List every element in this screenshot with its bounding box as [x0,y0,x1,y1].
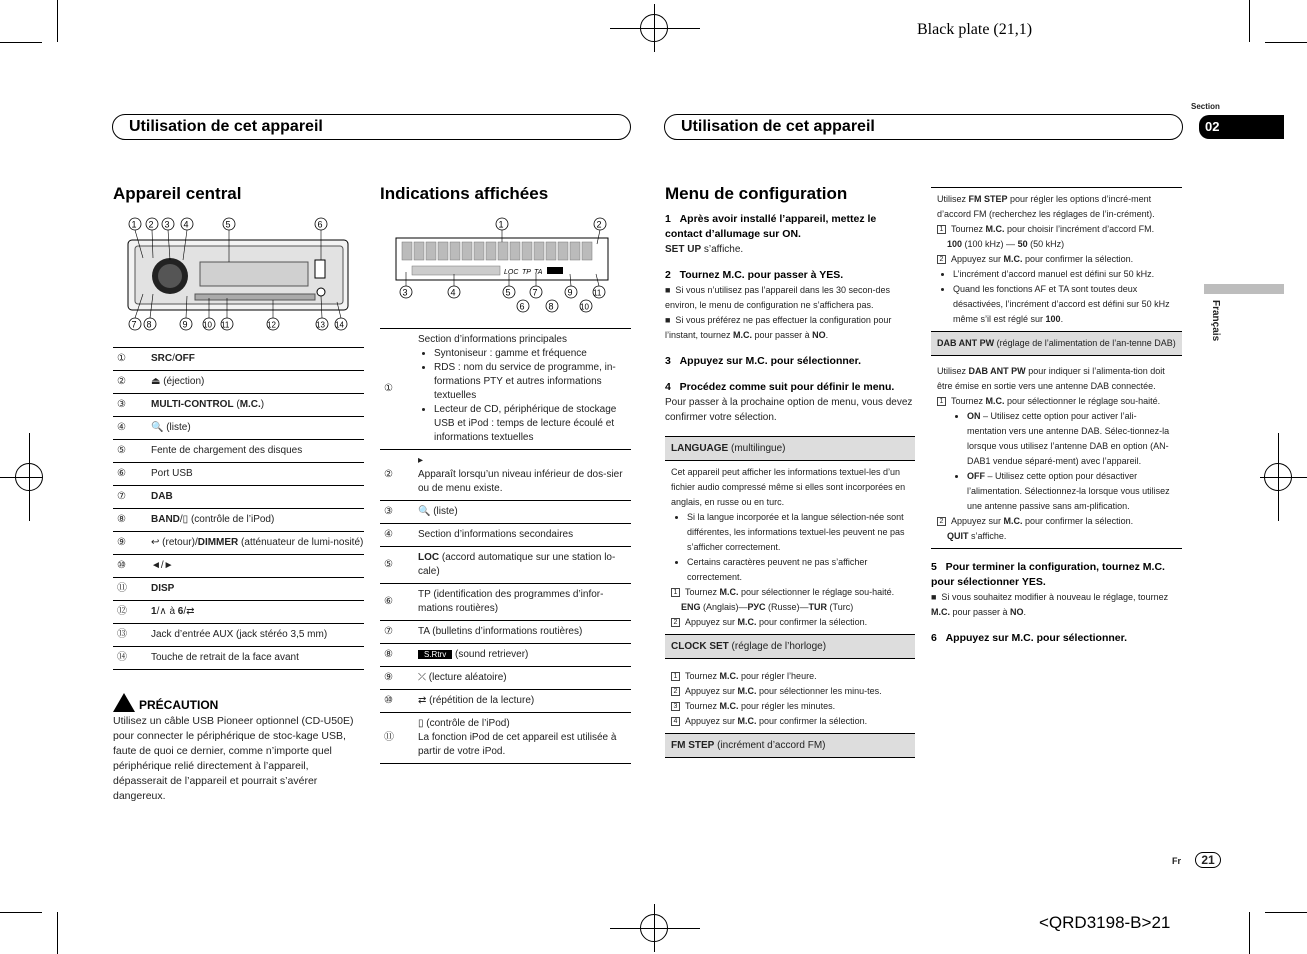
page-number: 21 [1195,852,1221,868]
svg-text:7: 7 [131,319,137,330]
item-number: ⑭ [113,647,151,670]
item-description: ▸ Apparaît lorsqu’un niveau inférieur de dos-sier ou de menu existe. [418,450,631,501]
item-description: ↩ (retour)/DIMMER (atténuateur de lumi-nosité) [151,532,364,555]
central-row [113,417,364,440]
crop-mark [0,912,42,913]
item-description: ▯ (contrôle de l’iPod) La fonction iPod de cet appareil est utilisée à partir de votre iPod. [418,713,631,764]
item-number: ① [380,329,418,450]
item-number: ② [113,371,151,394]
item-number: ⑪ [113,578,151,601]
item-description: S.Rtrv (sound retriever) [418,644,631,667]
menu-column-left: 1 Après avoir installé l’appareil, mettez le contact d’allumage sur ON. SET UP s’affiche. 2 Tournez M.C. pour passer à YES. ■ Si vous n’utilisez pas l’appareil dans les 30 secon-des environ, le menu de configuration ne s’affichera pas. ■ Si vous préférez ne pas effectuer la configuration pour l’instant, tournez M.C. pour passer à NO. 3 Appuyez sur M.C. pour sélectionner. 4 Procédez comme suit pour définir le menu. Pour passer à la prochaine option de menu, vous devez confirmer votre sélection. LANGUAGE (multilingue) Cet appareil peut afficher les informations textuel-les d’un fichier audio compressé même si elles sont incorporées en anglais, en russe ou en turc. • Si la langue incorporée et la langue sélection-née sont différentes, les informations textuel-les peuvent ne pas s’afficher correctement. • Certains caractères peuvent ne pas s’afficher correctement. 1 Tournez M.C. pour sélectionner le réglage sou-haité. ENG (Anglais)—РУС (Russe)—TUR (Turc) 2 Appuyez sur M.C. pour confirmer la sélection. CLOCK SET (réglage de l’horloge) 1 Tournez M.C. pour régler l’heure. 2 Appuyez sur M.C. pour sélectionner les minu-tes. 3 Tournez M.C. pour régler les minutes. 4 Appuyez sur M.C. pour confirmer la sélection. FM STEP (incrément d’accord FM) [665,212,915,758]
indications-row [380,713,631,764]
central-row [113,509,364,532]
item-description: BAND/▯ (contrôle de l’iPod) [151,509,364,532]
svg-text:8: 8 [146,319,152,330]
item-description: DAB [151,486,364,509]
item-description: Section d’informations principales • Syntoniseur : gamme et fréquence • RDS : nom du service de programme, in-formations PTY et autres informations textuelles • Lecteur de CD, périphérique de stockage USB et iPod : temps de lecture écoulé et informations textuelles [418,329,631,450]
central-row [113,578,364,601]
crop-mark [610,928,700,929]
item-number: ⑤ [113,440,151,463]
central-row [113,463,364,486]
central-row [113,348,364,371]
item-number: ⑫ [113,601,151,624]
menu-title: Menu de configuration [665,184,848,203]
crop-mark [0,42,42,43]
item-description: ⏏ (éjection) [151,371,364,394]
item-description: MULTI-CONTROL (M.C.) [151,394,364,417]
svg-text:2: 2 [596,219,602,230]
item-description: Jack d’entrée AUX (jack stéréo 3,5 mm) [151,624,364,647]
document-code: <QRD3198-B>21 [1039,913,1171,932]
lcd-tp-label: TP [522,269,531,276]
item-description: TA (bulletins d’informations routières) [418,621,631,644]
svg-text:4: 4 [450,287,456,298]
item-number: ⑥ [113,463,151,486]
svg-text:8: 8 [548,301,554,312]
svg-text:4: 4 [183,219,189,230]
item-description: 1/∧ à 6/⇄ [151,601,364,624]
item-description: 🔍 (liste) [418,501,631,524]
svg-text:13: 13 [316,320,325,330]
crop-mark [1249,0,1250,42]
item-number: ② [380,450,418,501]
indications-row [380,690,631,713]
indications-row [380,547,631,584]
lcd-ta-label: TA [534,269,543,276]
central-row [113,555,364,578]
central-row [113,371,364,394]
item-description: SRC/OFF [151,348,364,371]
indications-row [380,450,631,501]
svg-text:2: 2 [148,219,154,230]
item-number: ⑤ [380,547,418,584]
item-description: Touche de retrait de la face avant [151,647,364,670]
indications-table [380,328,631,764]
central-row [113,647,364,670]
menu-column-right: Utilisez FM STEP pour régler les options d’incré-ment d’accord FM (recherchez les réglages de l’in-crément). 1 Tournez M.C. pour choisir l’incrément d’accord FM. 100 (100 kHz) — 50 (50 kHz) 2 Appuyez sur M.C. pour confirmer la sélection. • L’incrément d’accord manuel est défini sur 50 kHz. • Quand les fonctions AF et TA sont toutes deux désactivées, l’incrément d’accord est défini sur 50 kHz même s’il est réglé sur 100. DAB ANT PW (réglage de l’alimentation de l’an-tenne DAB) Utilisez DAB ANT PW pour indiquer si l’alimenta-tion doit être émise en sortie vers une antenne DAB connectée. 1 Tournez M.C. pour sélectionner le réglage sou-haité. • ON – Utilisez cette option pour activer l’ali-mentation vers une antenne DAB. Sélec-tionnez-la lorsque vous utilisez l’antenne DAB en option (AN-DAB1 vendue séparé-ment) avec l’appareil. • OFF – Utilisez cette option pour désactiver l’alimentation. Sélectionnez-la lorsque vous utilisez une antenne passive sans am-plification. 2 Appuyez sur M.C. pour confirmer la sélection. QUIT s’affiche. 5 Pour terminer la configuration, tournez M.C. pour sélectionner YES. ■ Si vous souhaitez modifier à nouveau le réglage, tournez M.C. pour passer à NO. 6 Appuyez sur M.C. pour sélectionner. [931,187,1182,646]
item-description: 🔍 (liste) [151,417,364,440]
head-unit-diagram [125,214,365,334]
crop-mark [1249,912,1250,954]
header-right: Utilisation de cet appareil [664,114,1183,140]
plate-label: Black plate (21,1) [917,21,1033,38]
central-row [113,532,364,555]
item-description: ◄/► [151,555,364,578]
lcd-loc-label: LOC [504,269,519,276]
item-number: ⑧ [113,509,151,532]
item-description: TP (identification des programmes d’infor-mations routières) [418,584,631,621]
item-number: ⑨ [113,532,151,555]
item-description: Section d’informations secondaires [418,524,631,547]
footer-lang: Fr [1172,856,1181,866]
indications-row [380,644,631,667]
item-number: ④ [113,417,151,440]
svg-text:11: 11 [221,320,230,330]
item-description: DISP [151,578,364,601]
item-number: ④ [380,524,418,547]
svg-text:9: 9 [567,287,573,298]
language-label: Français [1210,300,1221,342]
svg-text:1: 1 [498,219,504,230]
item-number: ⑧ [380,644,418,667]
crop-mark [610,28,700,29]
item-number: ⑬ [113,624,151,647]
item-description: Fente de chargement des disques [151,440,364,463]
central-row [113,394,364,417]
svg-text:6: 6 [317,219,323,230]
item-description: ⇄ (répétition de la lecture) [418,690,631,713]
item-number: ③ [113,394,151,417]
svg-text:10: 10 [203,320,212,330]
svg-text:14: 14 [335,320,344,330]
crop-mark [57,912,58,954]
indications-row [380,501,631,524]
svg-text:11: 11 [593,288,602,298]
indications-row [380,584,631,621]
section-number: 02 [1199,115,1284,139]
central-row [113,486,364,509]
item-number: ⑪ [380,713,418,764]
section-label: Section [1191,102,1220,111]
svg-text:5: 5 [505,287,511,298]
central-row [113,601,364,624]
warning-icon [113,693,135,712]
item-description: LOC (accord automatique sur une station lo-cale) [418,547,631,584]
item-description: ⤫ (lecture aléatoire) [418,667,631,690]
item-number: ⑩ [380,690,418,713]
caution-text: Utilisez un câble USB Pioneer optionnel (CD-U50E) pour connecter le périphérique de stoc-kage USB, faute de quoi ce dernier, comme n’importe quel périphérique relié directement à l’appareil, dépasserait de l’appareil et pourrait s’avérer dangereux. [113,715,354,802]
central-title: Appareil central [113,184,242,203]
language-tab [1204,284,1284,294]
indications-row [380,667,631,690]
crop-mark [0,477,42,478]
central-row [113,440,364,463]
item-number: ⑨ [380,667,418,690]
svg-text:9: 9 [182,319,188,330]
caution-block [113,693,363,804]
lcd-display-diagram [392,214,622,314]
item-number: ① [113,348,151,371]
caution-title: PRÉCAUTION [139,698,219,712]
header-left: Utilisation de cet appareil [112,114,631,140]
item-number: ⑥ [380,584,418,621]
svg-text:7: 7 [532,287,538,298]
item-description: Port USB [151,463,364,486]
central-row [113,624,364,647]
crop-mark [1265,912,1307,913]
svg-text:12: 12 [267,320,276,330]
item-number: ⑦ [113,486,151,509]
svg-text:1: 1 [131,219,137,230]
svg-text:10: 10 [580,302,589,312]
crop-mark [1265,42,1307,43]
item-number: ③ [380,501,418,524]
svg-text:3: 3 [164,219,170,230]
indications-title: Indications affichées [380,184,549,203]
central-parts-table [113,347,364,670]
svg-text:6: 6 [519,301,525,312]
indications-row [380,329,631,450]
indications-row [380,524,631,547]
item-number: ⑩ [113,555,151,578]
svg-text:5: 5 [225,219,231,230]
crop-mark [1260,477,1307,478]
crop-mark [57,0,58,42]
svg-text:3: 3 [402,287,408,298]
item-number: ⑦ [380,621,418,644]
indications-row [380,621,631,644]
